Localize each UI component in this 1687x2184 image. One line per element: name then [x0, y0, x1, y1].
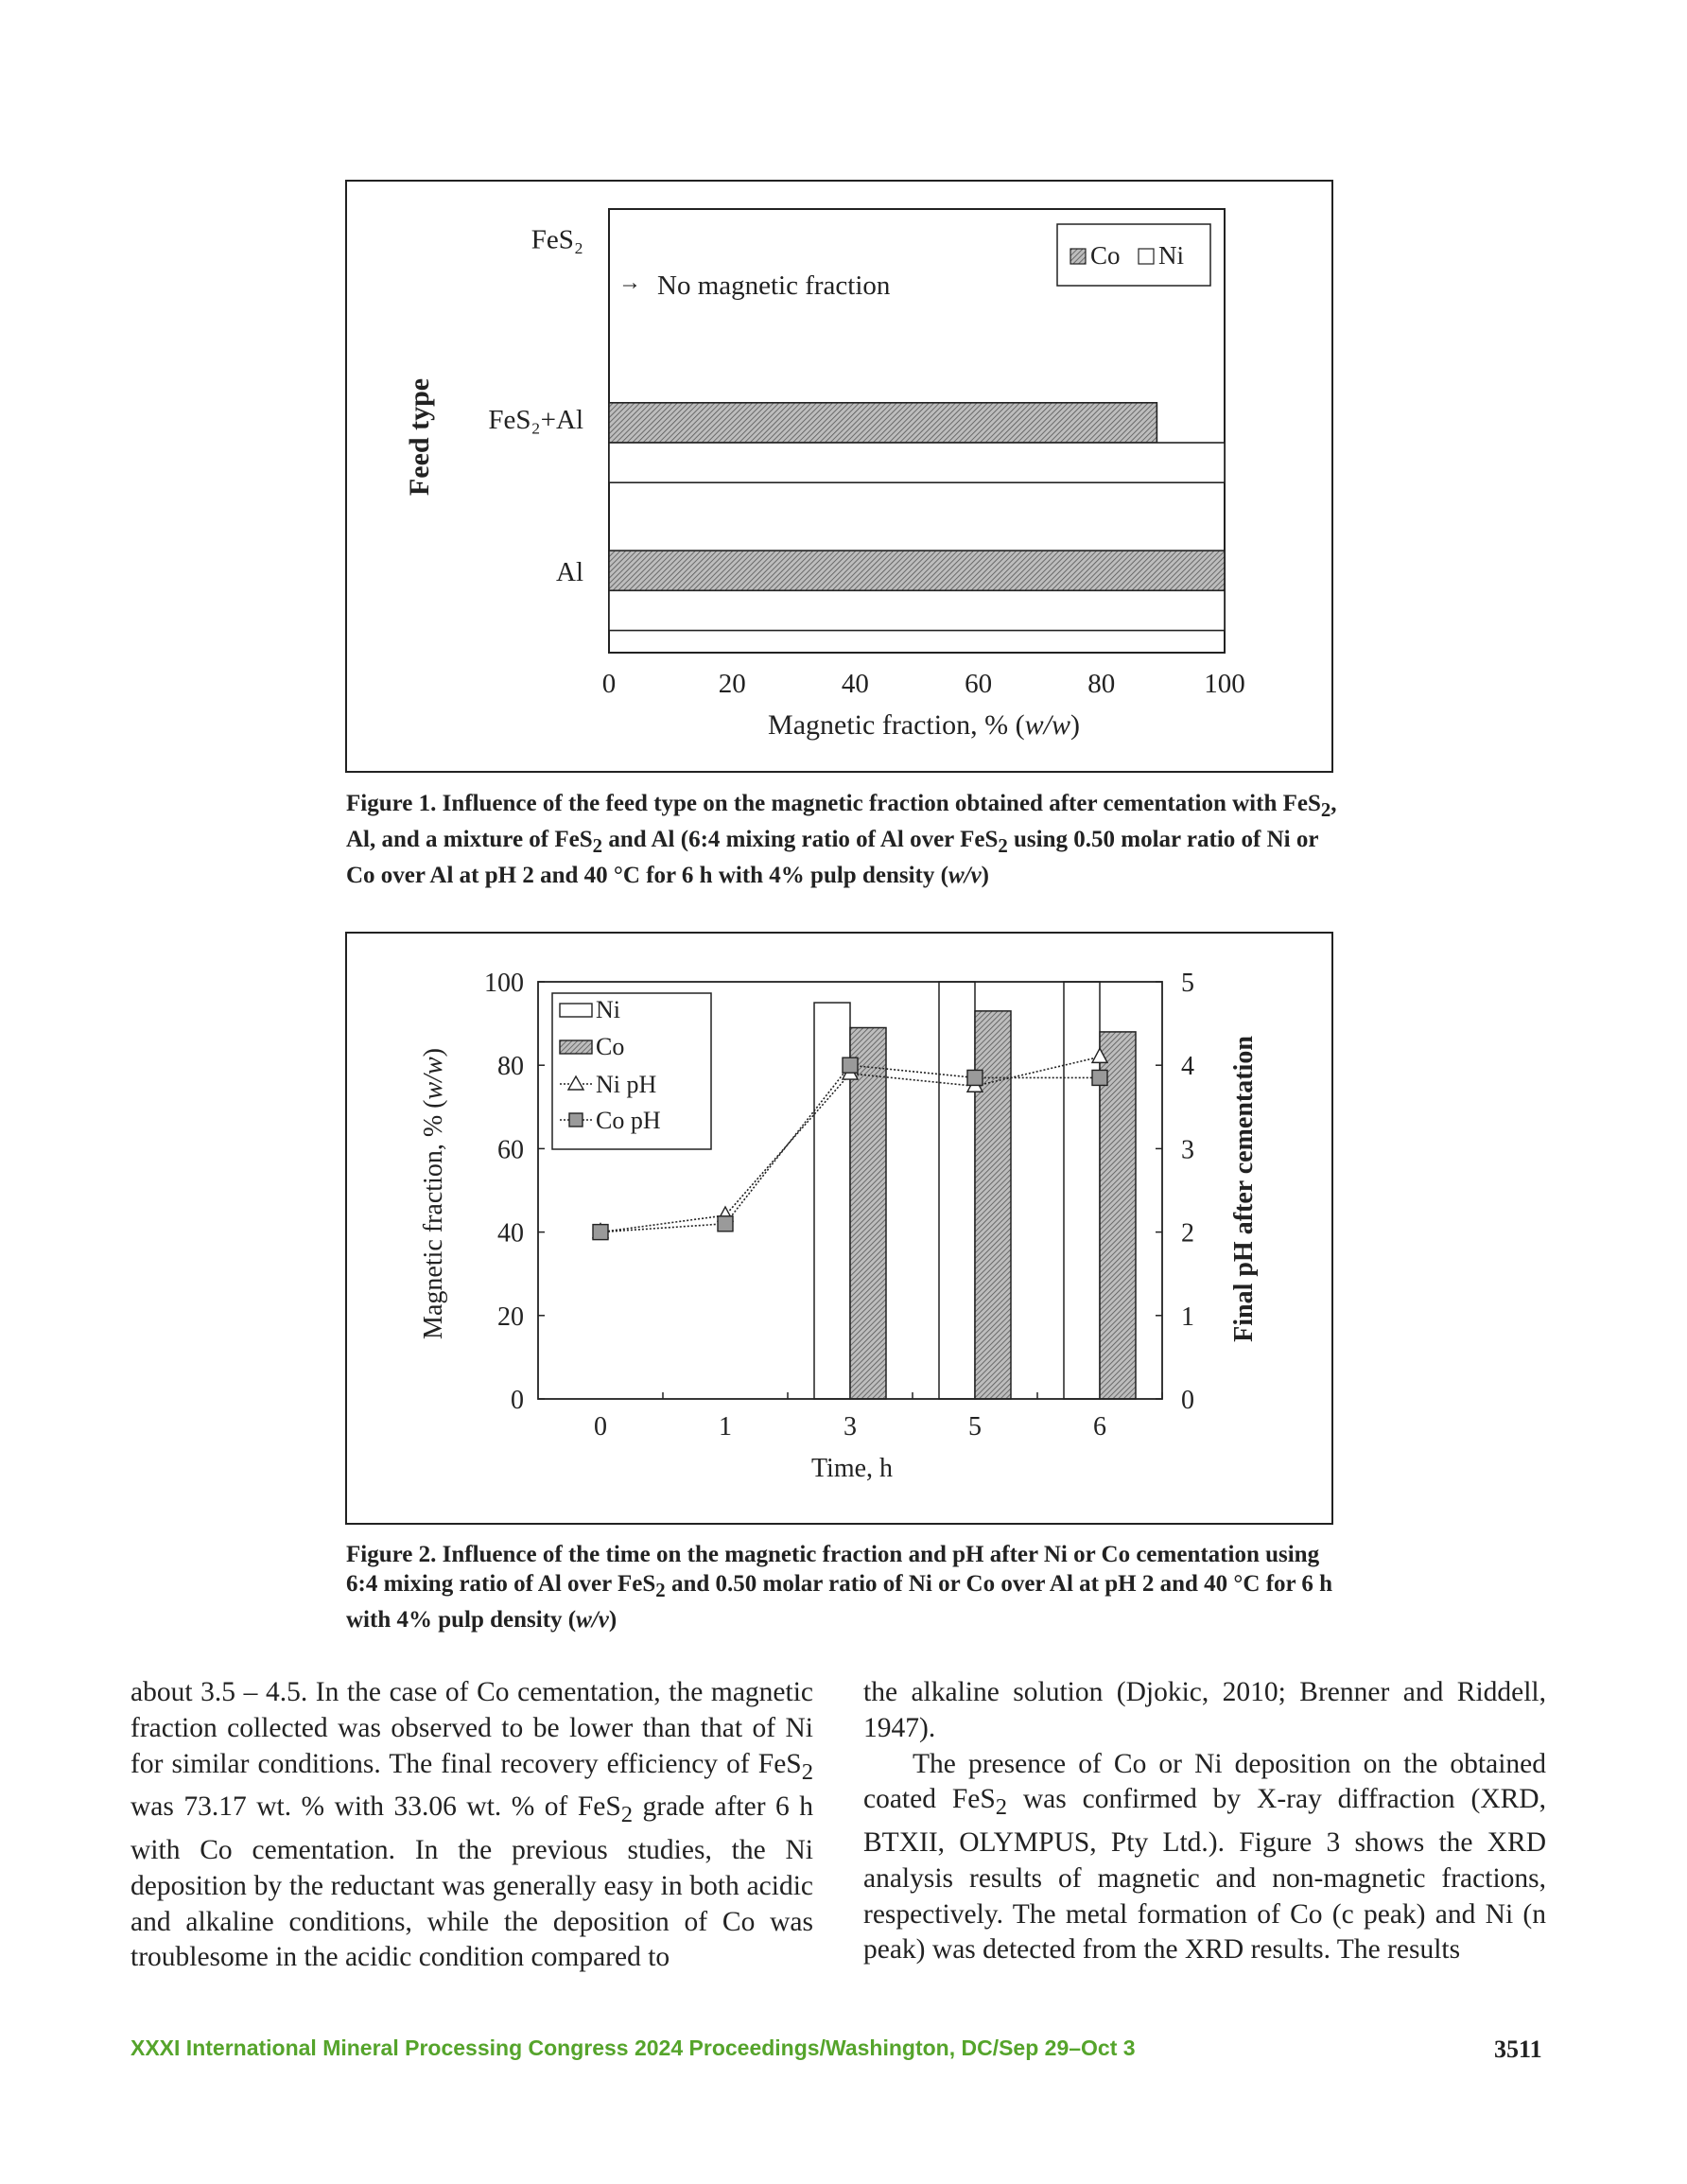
- page-number: 3511: [1494, 2035, 1542, 2063]
- y2-axis-title: Final pH after cementation: [1229, 1036, 1259, 1342]
- x-tick-label-2: 3: [844, 1412, 857, 1441]
- category-label-1: FeS₂+Al: [488, 404, 583, 435]
- y2-tick-label-0: 0: [1181, 1386, 1194, 1415]
- y2-tick-label-1: 1: [1181, 1302, 1194, 1332]
- x-axis-title: Magnetic fraction, % (w/w): [768, 709, 1080, 741]
- legend-label-ni: Ni: [1158, 241, 1184, 270]
- y2-tick-label-2: 2: [1181, 1218, 1194, 1249]
- caption-label: Figure 1.: [346, 791, 437, 816]
- marker-co-ph-0: [593, 1225, 608, 1240]
- body-left-column: [130, 1675, 813, 1976]
- y-axis-title: Magnetic fraction, % (w/w): [419, 1048, 448, 1339]
- y-tick-label-0: 0: [511, 1386, 524, 1415]
- body-paragraph-xrd: The presence of Co or Ni deposition on the obtained coated FeS$_2$ was confirmed by X-ray diffraction (XRD, BTXII, OLYMPUS, Pty Ltd.). Figure 3 shows the XRD analysis results of magnetic and non-magnetic fractions, respectively. The metal formation of Co (c peak) and Ni (n peak) was detected from the XRD results. The results: [863, 1748, 1546, 1966]
- figure-2-caption: Figure 2. Influence of the time on the magnetic fraction and pH after Ni or Co cementation using 6:4 mixing ratio of Al over FeS$_2$ and 0.50 molar ratio of Ni or Co over Al at pH 2 and 40 °C for 6 h with 4% pulp density (w/v): [346, 1542, 1333, 1633]
- body-right-column: [863, 1675, 1546, 1968]
- bar-ni-2: [609, 590, 1225, 630]
- bar-ni-3: [939, 982, 975, 1399]
- marker-co-ph-4: [1092, 1070, 1107, 1085]
- x-tick-label-1: 20: [718, 669, 746, 699]
- legend-label-co: Co: [596, 1033, 625, 1060]
- y-tick-label-4: 80: [497, 1052, 524, 1082]
- y-tick-label-3: 60: [497, 1135, 524, 1165]
- x-tick-label-5: 100: [1204, 669, 1245, 699]
- figure-2-chart: [347, 934, 1331, 1523]
- category-label-2: Al: [556, 557, 583, 588]
- x-axis-title: Time, h: [810, 1454, 894, 1483]
- legend: [552, 993, 711, 1149]
- x-tick-label-0: 0: [601, 669, 617, 699]
- y2-tick-label-3: 3: [1181, 1135, 1194, 1165]
- x-tick-label-4: 80: [1087, 669, 1116, 699]
- legend-swatch-ni: [1139, 249, 1154, 264]
- x-tick-label-3: 5: [968, 1412, 982, 1441]
- annotation-arrow: →: [618, 271, 641, 295]
- figure-1-chart: [347, 182, 1331, 771]
- y-tick-label-5: 100: [484, 969, 524, 998]
- bar-co-4: [1100, 1032, 1136, 1399]
- figure-1: [345, 180, 1333, 773]
- x-tick-label-4: 6: [1093, 1412, 1106, 1441]
- bar-ni-1: [609, 443, 1225, 482]
- figure-1-caption: Figure 1. Influence of the feed type on the magnetic fraction obtained after cementation with FeS$_2$, Al, and a mixture of FeS$_2$ and Al (6:4 mixing ratio of Al over FeS$_2$ using 0.50 molar ratio of Ni or Co over Al at pH 2 and 40 °C for 6 h with 4% pulp density (w/v): [346, 791, 1337, 888]
- legend-label-co: Co: [1090, 241, 1121, 270]
- legend-swatch-ni: [560, 1004, 592, 1017]
- figure-2: [345, 932, 1333, 1525]
- marker-co-ph-2: [843, 1057, 858, 1073]
- bar-co-3: [975, 1011, 1011, 1399]
- bar-ni-4: [1064, 982, 1100, 1399]
- y2-tick-label-4: 4: [1181, 1052, 1194, 1082]
- category-label-0: FeS₂: [530, 224, 583, 255]
- legend-label-co-ph: Co pH: [596, 1107, 661, 1134]
- footer-conference-text: XXXI International Mineral Processing Congress 2024 Proceedings/Washington, DC/Sep 29–Oct 3: [130, 2035, 1136, 2060]
- body-paragraph-end: the alkaline solution (Djokic, 2010; Brenner and Riddell, 1947).: [863, 1677, 1546, 1743]
- bar-co-1: [609, 403, 1157, 443]
- y-tick-label-2: 40: [497, 1218, 524, 1249]
- legend: [1057, 224, 1210, 286]
- marker-co-ph-1: [718, 1216, 733, 1232]
- x-tick-label-3: 60: [965, 669, 993, 699]
- y2-tick-label-5: 5: [1181, 969, 1194, 998]
- body-paragraph-continued: about 3.5 – 4.5. In the case of Co cementation, the magnetic fraction collected was observed to be lower than that of Ni for similar conditions. The final recovery efficiency of FeS$_2$ was 73.17 wt. % with 33.06 wt. % of FeS$_2$ grade after 6 h with Co cementation. In the previous studies, the Ni deposition by the reductant was generally easy in both acidic and alkaline conditions, while the deposition of Co was troublesome in the acidic condition compared to: [130, 1677, 813, 1973]
- marker-co-ph-3: [967, 1070, 983, 1085]
- y-tick-label-1: 20: [497, 1302, 524, 1332]
- y-axis-title: Feed type: [404, 377, 435, 497]
- annotation-text: No magnetic fraction: [657, 271, 891, 301]
- x-tick-label-2: 40: [841, 669, 869, 699]
- no-magnetic-fraction-annotation: [618, 271, 891, 301]
- legend-marker-square: [569, 1113, 583, 1127]
- legend-swatch-co: [560, 1040, 592, 1054]
- legend-label-ni: Ni: [596, 996, 620, 1023]
- bar-co-2: [609, 550, 1225, 590]
- bar-co-2: [850, 1028, 886, 1399]
- x-tick-label-0: 0: [594, 1412, 607, 1441]
- legend-swatch-co: [1070, 249, 1086, 264]
- x-tick-label-1: 1: [719, 1412, 732, 1441]
- legend-label-ni-ph: Ni pH: [596, 1071, 657, 1098]
- caption-label: Figure 2.: [346, 1542, 437, 1567]
